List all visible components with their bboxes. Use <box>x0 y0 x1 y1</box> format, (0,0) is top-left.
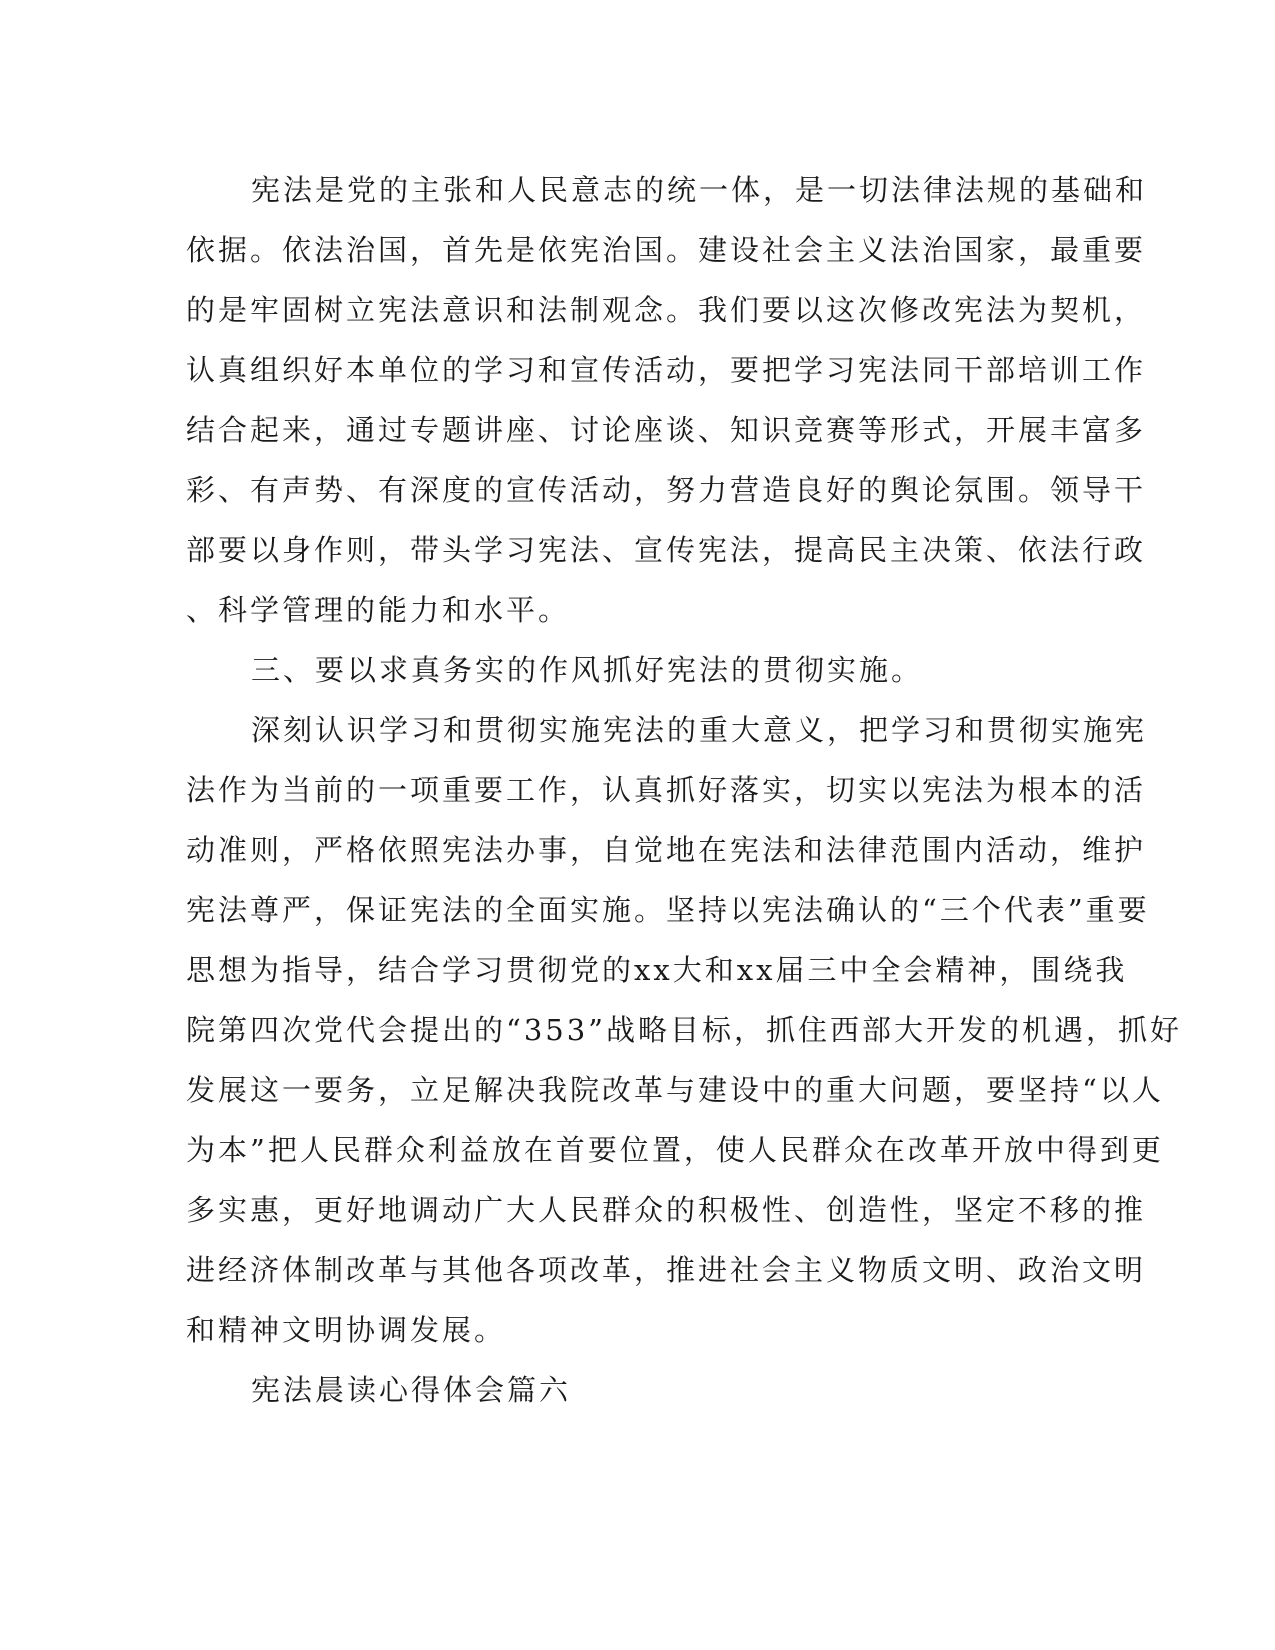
text-line: 、科学管理的能力和水平。 <box>186 593 571 627</box>
text-line: 宪法尊严，保证宪法的全面实施。坚持以宪法确认的“三个代表”重要 <box>186 893 1150 927</box>
text-line: 法作为当前的一项重要工作，认真抓好落实，切实以宪法为根本的活 <box>186 773 1147 807</box>
text-line: 动准则，严格依照宪法办事，自觉地在宪法和法律范围内活动，维护 <box>186 833 1147 867</box>
paragraph-implementation <box>186 700 1183 1360</box>
paragraph-constitution-basis <box>186 160 1148 640</box>
text-line: 宪法是党的主张和人民意志的统一体，是一切法律法规的基础和 <box>251 173 1148 207</box>
text-line: 思想为指导，结合学习贯彻党的xx大和xx届三中全会精神，围绕我 <box>186 953 1128 987</box>
text-line: 的是牢固树立宪法意识和法制观念。我们要以这次修改宪法为契机， <box>186 293 1147 327</box>
text-line: 院第四次党代会提出的“353”战略目标，抓住西部大开发的机遇，抓好 <box>186 1013 1183 1047</box>
heading-text: 三、要以求真务实的作风抓好宪法的贯彻实施。 <box>251 653 924 687</box>
text-line: 依据。依法治国，首先是依宪治国。建设社会主义法治国家，最重要 <box>186 233 1147 267</box>
text-line: 进经济体制改革与其他各项改革，推进社会主义物质文明、政治文明 <box>186 1253 1147 1287</box>
text-line: 认真组织好本单位的学习和宣传活动，要把学习宪法同干部培训工作 <box>186 353 1147 387</box>
text-line: 深刻认识学习和贯彻实施宪法的重大意义，把学习和贯彻实施宪 <box>251 713 1148 747</box>
section-title <box>186 1360 1066 1420</box>
section-title-text: 宪法晨读心得体会篇六 <box>251 1373 572 1407</box>
text-line: 彩、有声势、有深度的宣传活动，努力营造良好的舆论氛围。领导干 <box>186 473 1147 507</box>
text-line: 发展这一要务，立足解决我院改革与建设中的重大问题，要坚持“以人 <box>186 1073 1164 1107</box>
text-line: 多实惠，更好地调动广大人民群众的积极性、创造性，坚定不移的推 <box>186 1193 1147 1227</box>
text-line: 和精神文明协调发展。 <box>186 1313 507 1347</box>
section-heading-three <box>186 640 1066 700</box>
text-line: 结合起来，通过专题讲座、讨论座谈、知识竞赛等形式，开展丰富多 <box>186 413 1147 447</box>
text-line: 部要以身作则，带头学习宪法、宣传宪法，提高民主决策、依法行政 <box>186 533 1147 567</box>
text-line: 为本”把人民群众利益放在首要位置，使人民群众在改革开放中得到更 <box>186 1133 1164 1167</box>
